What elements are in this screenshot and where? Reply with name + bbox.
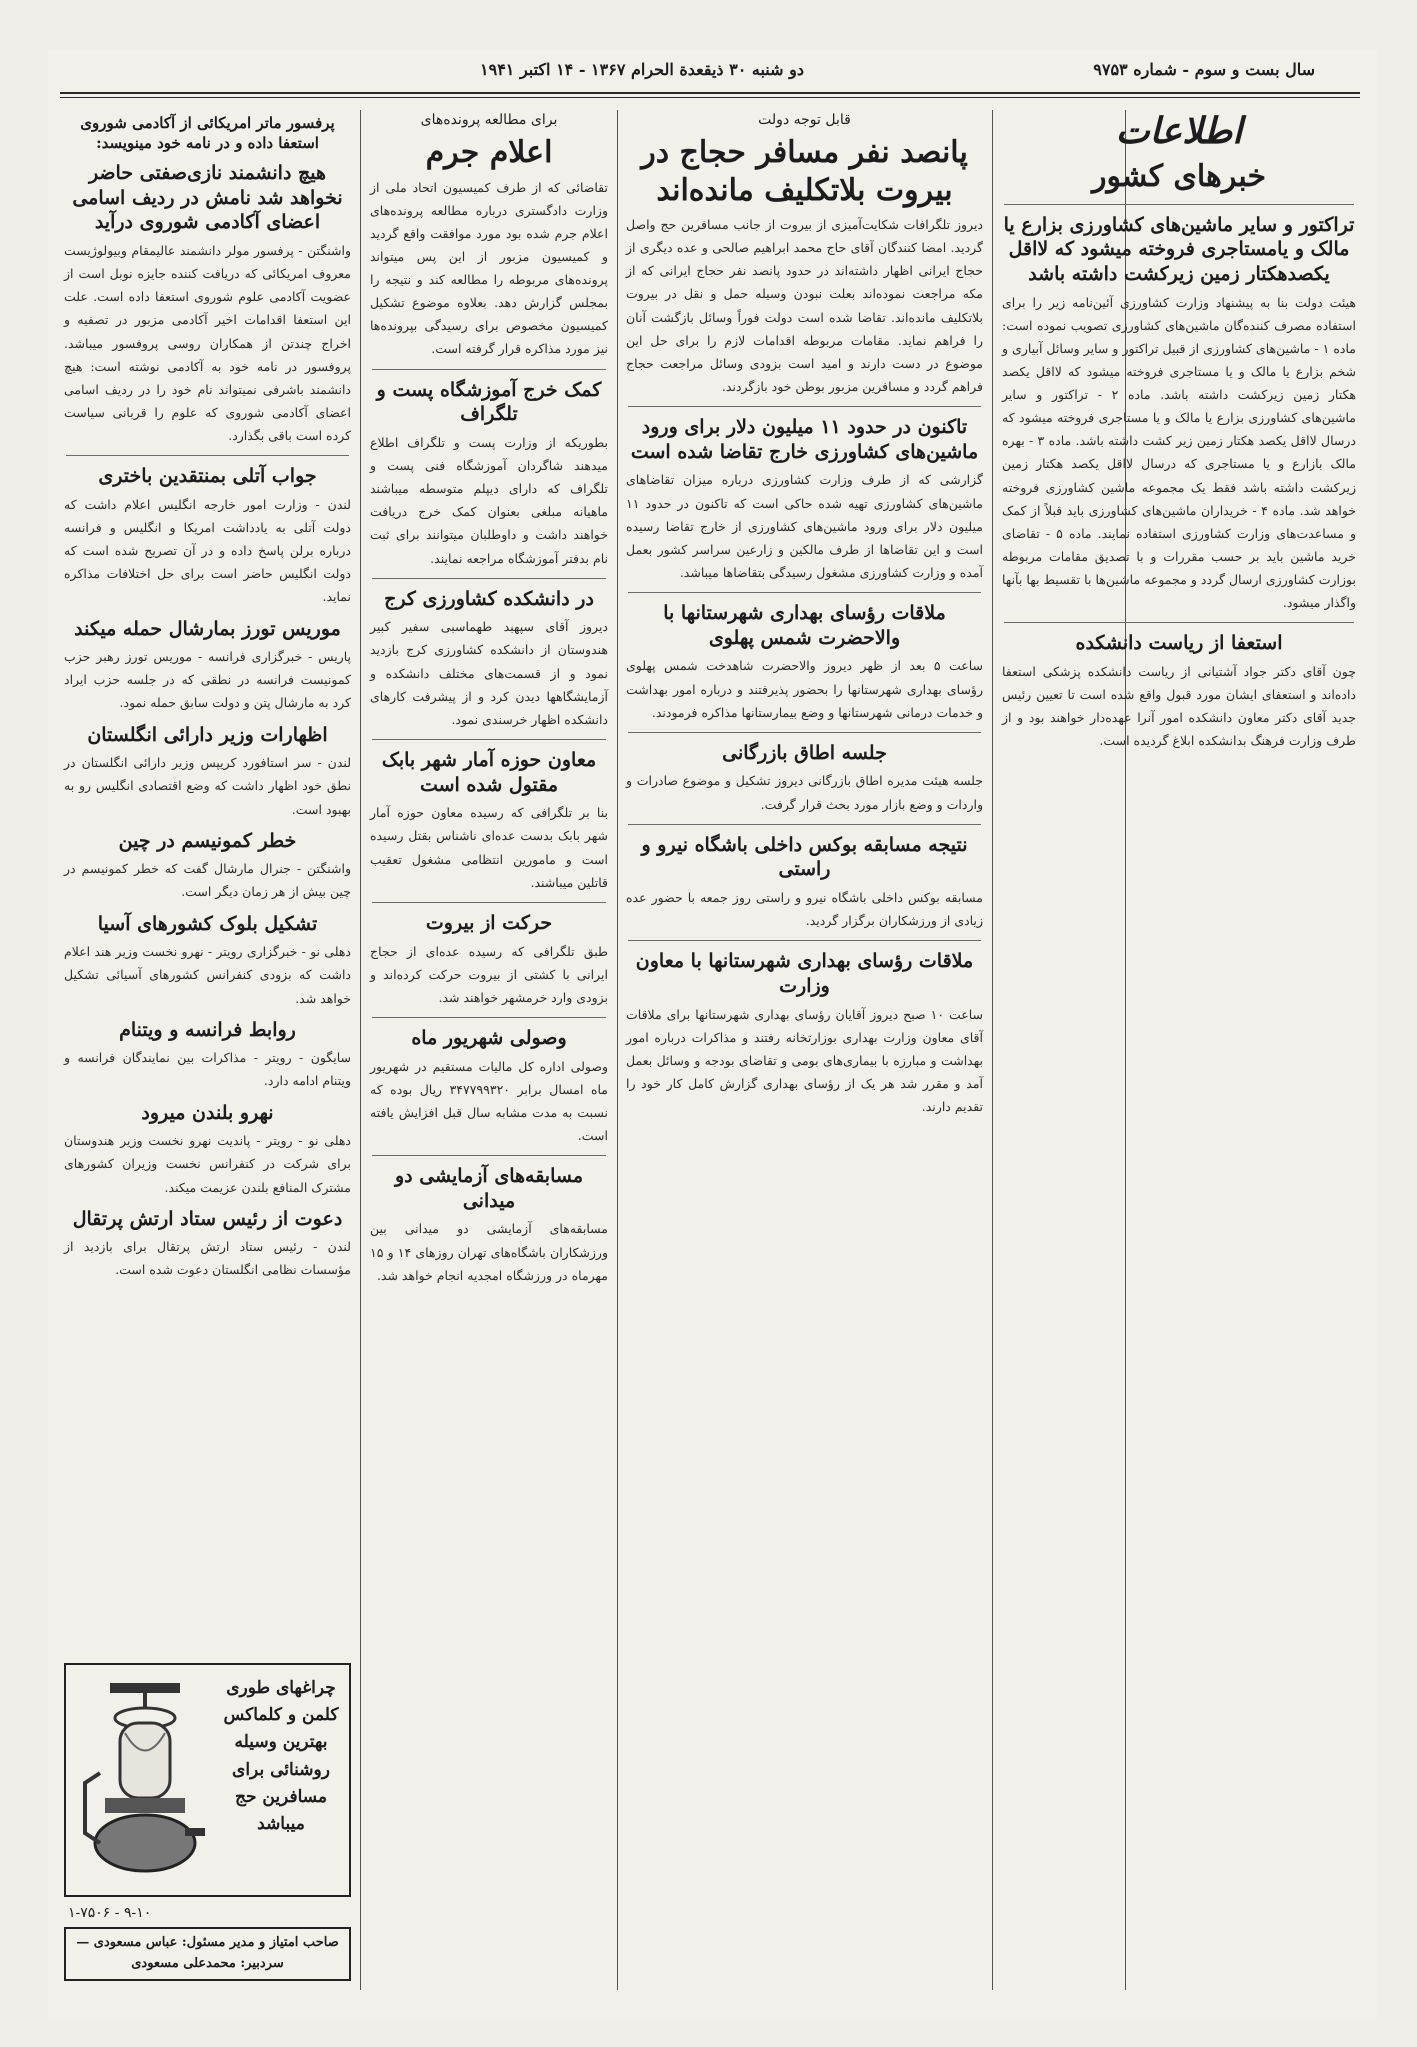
column-rule [617,110,618,1990]
article-body: دهلی نو - رویتر - پاندیت نهرو نخست وزیر هندوستان برای شرکت در کنفرانس نخست وزیران کشورهای مشترک المنافع بلندن عزیمت میکند. [64,1133,351,1195]
article-headline: تراکتور و سایر ماشین‌های کشاورزی بزارع یا مالک و یامستاجری فروخته میشود که لااقل یکصدهکتار زمین زیرکشت داشته باشد [1003,213,1355,285]
article-headline: خطر کمونیسم در چین [118,829,297,852]
article-body: بنا بر تلگرافی که رسیده معاون حوزه آمار شهر بابک بدست عده‌ای ناشناس بقتل رسیده است و مامورین انتظامی مشغول تعقیب قاتلین میباشند. [370,805,608,890]
article-body: دهلی نو - خبرگزاری رویتر - نهرو نخست وزیر هند اعلام داشت که بزودی کنفرانس کشورهای آسیائی تشکیل خواهد شد. [64,944,351,1006]
masthead-logo: اطلاعات [1115,110,1243,152]
article-headline: روابط فرانسه و ویتنام [119,1018,296,1041]
article-body: مسابقه‌های آزمایشی دو میدانی بین ورزشکاران باشگاه‌های تهران روزهای ۱۴ و ۱۵ مهرماه در ورزشگاه امجدیه انجام خواهد شد. [370,1221,609,1283]
article-headline: معاون حوزه آمار شهر بابک مقتول شده است [381,748,597,796]
date-line: دو شنبه ۳۰ ذیقعدة الحرام ۱۳۶۷ - ۱۴ اکتبر ۱۹۴۱ [480,60,804,79]
article-body: طبق تلگرافی که رسیده عده‌ای از حجاج ایرانی با کشتی از بیروت حرکت کرده‌اند و بزودی وارد خرمشهر خواهند شد. [370,943,608,1005]
divider [372,739,606,740]
article-body: پاریس - خبرگزاری فرانسه - موریس تورز رهبر حزب کمونیست فرانسه در نطقی که در جلسه حزب ایراد کرد به مارشال پتن و دولت سابق حمله نمود. [64,649,351,711]
publisher-box: صاحب امتیاز و مدیر مسئول: عباس مسعودی — سردبیر: محمدعلی مسعودی [64,1927,351,1981]
article-headline: پرفسور ماتر امریکائی از آکادمی شوروی استعفا داده و در نامه خود مینویسد: [80,114,335,152]
ad-box [64,1663,351,1897]
divider [628,406,981,407]
article-body: گزارشی که از طرف وزارت کشاورزی درباره میزان تقاضاهای ماشین‌های کشاورزی تهیه شده حاکی است که تاکنون در حدود ۱۱ میلیون دلار برای ورود ماشین‌های کشاورزی از خارج تقاضا رسیده است و این تقاضاها از طرف مالکین و زارعین سراسر کشور بعمل آمده و وزارت کشاورزی مشغول رسیدگی بتقاضاها میباشد. [626,472,983,580]
article-headline: حرکت از بیروت [425,911,553,934]
article-headline: جواب آتلی بمنتقدین باختری [98,465,317,488]
header-rule [60,92,1360,94]
article-body: دیروز تلگرافات شکایت‌آمیزی از بیروت از جانب مسافرین حج واصل گردید. امضا کنندگان آقای حاج محمد ابراهیم صالحی و عده دیگری از حجاج ایرانی اظهار داشته‌اند در حدود پانصد نفر حجاج ایرانی که از مکه مراجعت نموده‌اند بعلت نبودن وسیله حمل و نقل در بیروت بلاتکلیف مانده‌اند. تقاضا شده است دولت فوراً وسائل بازگشت آنان را فراهم نماید. مقامات مربوطه اقدامات لازم را برای حل این موضوع در دست دارند و امید است بزودی وسائل مراجعت حجاج فراهم گردد و مسافرین مزبور بوطن خود بازگردند. [626,217,983,394]
article-body: لندن - سر استافورد کریپس وزیر دارائی انگلستان در نطق خود اظهار داشت که وضع اقتصادی انگلیس رو به بهبود است. [64,755,351,817]
header-strip [60,60,1365,88]
article-headline: ملاقات رؤسای بهداری شهرستانها با معاون وزارت [635,950,974,997]
article-headline: وصولی شهریور ماه [411,1026,567,1049]
divider [1004,622,1354,623]
ad-text: چراغهای طوری کلمن و کلماکس بهترین وسیله روشنائی برای مسافرین حج میباشد [223,1678,339,1834]
article-headline: دعوت از رئیس ستاد ارتش پرتقال [72,1207,343,1230]
volume-issue: سال بست و سوم - شماره ۹۷۵۳ [1093,60,1315,79]
article-headline: تشکیل بلوک کشورهای آسیا [97,912,318,935]
article-headline: ملاقات رؤسای بهداری شهرستانها با والاحضرت شمس پهلوی [663,602,946,649]
column-main-center [622,110,987,1990]
article-body: لندن - رئیس ستاد ارتش پرتقال برای بازدید از مؤسسات نظامی انگلستان دعوت شده است. [64,1239,351,1278]
lamp-advertisement [60,1655,355,1987]
article-body: ساعت ۵ بعد از ظهر دیروز والاحضرت شاهدخت شمس پهلوی رؤسای بهداری شهرستانها را بحضور پذیرفتند و درباره امور بهداشت و خدمات درمانی شهرستانها و وضع بیمارستانها مذاکره فرمودند. [626,658,983,720]
article-body: جلسه هیئت مدیره اطاق بازرگانی دیروز تشکیل و موضوع صادرات و واردات و وضع بازار مورد بحث قرار گرفت. [626,773,983,812]
article-headline: استعفا از ریاست دانشکده [1075,632,1283,655]
divider [66,455,349,456]
column-national-news [998,110,1360,1990]
lead-headline: پانصد نفر مسافر حجاج در بیروت بلاتکلیف مانده‌اند [641,135,968,208]
article-headline: نهرو بلندن میرود [141,1101,274,1124]
article-body: تقاضائی که از طرف کمیسیون اتحاد ملی از وزارت دادگستری درباره مطالعه پرونده‌های اعلام جرم شده بود مورد موافقت واقع گردید و کمیسیون مزبور از این پس میتواند پرونده‌های مربوطه را مطالعه کند و نتیجه را بمجلس گزارش دهد. بعلاوه موضوع تشکیل کمیسیون مخصوص برای رسیدگی بپرونده‌ها نیز مورد مذاکره قرار گرفته است. [370,179,608,357]
column-crime-news [366,110,612,1990]
column-rule [992,110,993,1990]
article-kicker: قابل توجه دولت [758,112,851,128]
divider [372,902,606,903]
article-headline: مسابقه‌های آزمایشی دو میدانی [394,1165,584,1212]
article-subheadline: هیچ دانشمند نازی‌صفتی حاضر نخواهد شد نامش در ردیف اسامی اعضای آکادمی شوروی درآید [72,162,343,234]
divider [372,369,606,370]
divider [372,1155,606,1156]
article-headline: تاکنون در حدود ۱۱ میلیون دلار برای ورود ماشین‌های کشاورزی خارج تقاضا شده است [630,416,979,463]
article-headline: جلسه اطاق بازرگانی [722,741,887,764]
article-body: واشنگتن - پرفسور مولر دانشمند عالیمقام وبیولوژیست معروف امریکائی که دریافت کننده جایزه نوبل است از عضویت آکادمی علوم شوروی استعفا داده است. علت این استعفا اقدامات اخیر آکادمی مزبور در تصفیه و اخراج چندتن از همکاران روسی پروفسور میباشد. پروفسور در نامه خود به آکادمی نوشته است: هیچ دانشمند باشرفی نمیتواند نام خود را در ردیف اسامی اعضای آکادمی شوروی که علوم را قربانی سیاست کرده است باقی بگذارد. [64,243,351,444]
column-rule [360,110,361,1990]
article-body: واشنگتن - جنرال مارشال گفت که خطر کمونیسم در چین بیش از هر زمان دیگر است. [64,861,351,900]
lead-headline: اعلام جرم [425,135,553,170]
article-headline: در دانشکده کشاورزی کرج [384,587,594,610]
divider [628,940,981,941]
divider [628,732,981,733]
divider [372,1017,606,1018]
article-body: بطوریکه از وزارت پست و تلگراف اطلاع میدهند شاگردان آموزشگاه فنی پست و تلگراف که دارای دیپلم متوسطه میباشند ماهیانه مبلغی بعنوان کمک خرج دریافت خواهند داشت و داوطلبان میتوانند برای ثبت نام بدفتر آموزشگاه مراجعه نمایند. [370,434,608,566]
article-headline: موریس تورز بمارشال حمله میکند [74,617,341,640]
article-body: چون آقای دکتر جواد آشتیانی از ریاست دانشکده پزشکی استعفا داده‌اند و استعفای ایشان مورد قبول واقع شده است تا تعیین رئیس جدید آقای دکتر معاون دانشکده امور آنرا عهده‌دار خواهند بود و از طرف وزارت فرهنگ بدانشکده ابلاغ گردیده است. [1002,664,1356,749]
article-body: هیئت دولت بنا به پیشنهاد وزارت کشاورزی آئین‌نامه زیر را برای استفاده مصرف کننده‌گان ماشین‌های کشاورزی تصویب نموده است: ماده ۱ - ماشین‌های کشاورزی از قبیل تراکتور و سایر وسائل آبیاری و شخم بزارع یا مالک و یا مستاجری فروخته میشود که لااقل یکصد هکتار زمین زیرکشت داشته باشد. ماده ۲ - تراکتور و سایر ماشین‌های کشاورزی بزارع یا مالک و یا مستاجری فروخته میشود که درسال لااقل یکصد هکتار زمین زیر کشت داشته باشد. ماده ۳ - بهره مالک بازارع و یا مستاجری که درسال لااقل یکصد هکتار زمین زیرکشت داشته باشد فقط یک مجموعه ماشین کشاورزی فروخته خواهد شد. ماده ۴ - خریداران ماشین‌های کشاورزی باید قبلاً از کمک و مساعدت‌های وزارت کشاورزی استفاده نمایند. ماده ۵ - تقاضای خرید ماشین باید بر حسب مقررات و با تصدیق مقامات مربوطه بوزارت کشاورزی ارسال گردد و مجموعه ماشین‌ها با تقسیط بها بآنها واگذار میشود. [1002,294,1357,611]
ad-number: ۱-۷۵۰۶ - ۹-۱۰ [68,1905,152,1921]
article-headline: نتیجه مسابقه بوکس داخلی باشگاه نیرو و راستی [641,833,968,881]
divider [628,592,981,593]
divider [628,824,981,825]
article-headline: اظهارات وزیر دارائی انگلستان [87,723,328,746]
article-body: لندن - وزارت امور خارجه انگلیس اعلام داشت که دولت آتلی به یادداشت امریکا و انگلیس و فرانسه درباره برلن پاسخ داده و در آن تصریح شده است که دولت انگلیس حاضر است برای حل اختلافات مذاکره نماید. [64,496,351,605]
article-body: وصولی اداره کل مالیات مستقیم در شهریور ماه امسال برابر ۳۴۷۷۹۹۳۲۰ ریال بوده که نسبت به مدت مشابه سال قبل افزایش یافته است. [370,1058,608,1143]
article-body: سایگون - رویتر - مذاکرات بین نمایندگان فرانسه و ویتنام ادامه دارد. [64,1050,351,1089]
header-rule-thin [60,97,1360,98]
divider [372,578,606,579]
divider [1004,204,1354,205]
article-headline: کمک خرج آموزشگاه پست و تلگراف [376,378,602,426]
lantern-icon [70,1673,220,1883]
article-body: ساعت ۱۰ صبح دیروز آقایان رؤسای بهداری شهرستانها برای ملاقات آقای معاون وزارت بهداری بوزارتخانه رفتند و مذاکرات درباره امور بهداشت و مبارزه با بیماری‌های بومی و تقاضای بودجه و وسائل بعمل آمد و مقرر شد هر یک از رؤسای بهداری گزارش کامل کار خود را تقدیم دارند. [626,1006,983,1115]
article-kicker: برای مطالعه پرونده‌های [420,112,558,128]
section-title: خبرهای کشور [1091,159,1267,194]
article-body: مسابقه بوکس داخلی باشگاه نیرو و راستی روز جمعه با حضور عده زیادی از ورزشکاران برگزار گردید. [626,890,983,929]
article-body: دیروز آقای سپهبد طهماسبی سفیر کبیر هندوستان از دانشکده کشاورزی کرج بازدید نمود و از قسمت‌های مختلف دانشکده و آزمایشگاهها دیدن کرد و از پیشرفت کارهای دانشکده اظهار خرسندی نمود. [370,619,608,727]
